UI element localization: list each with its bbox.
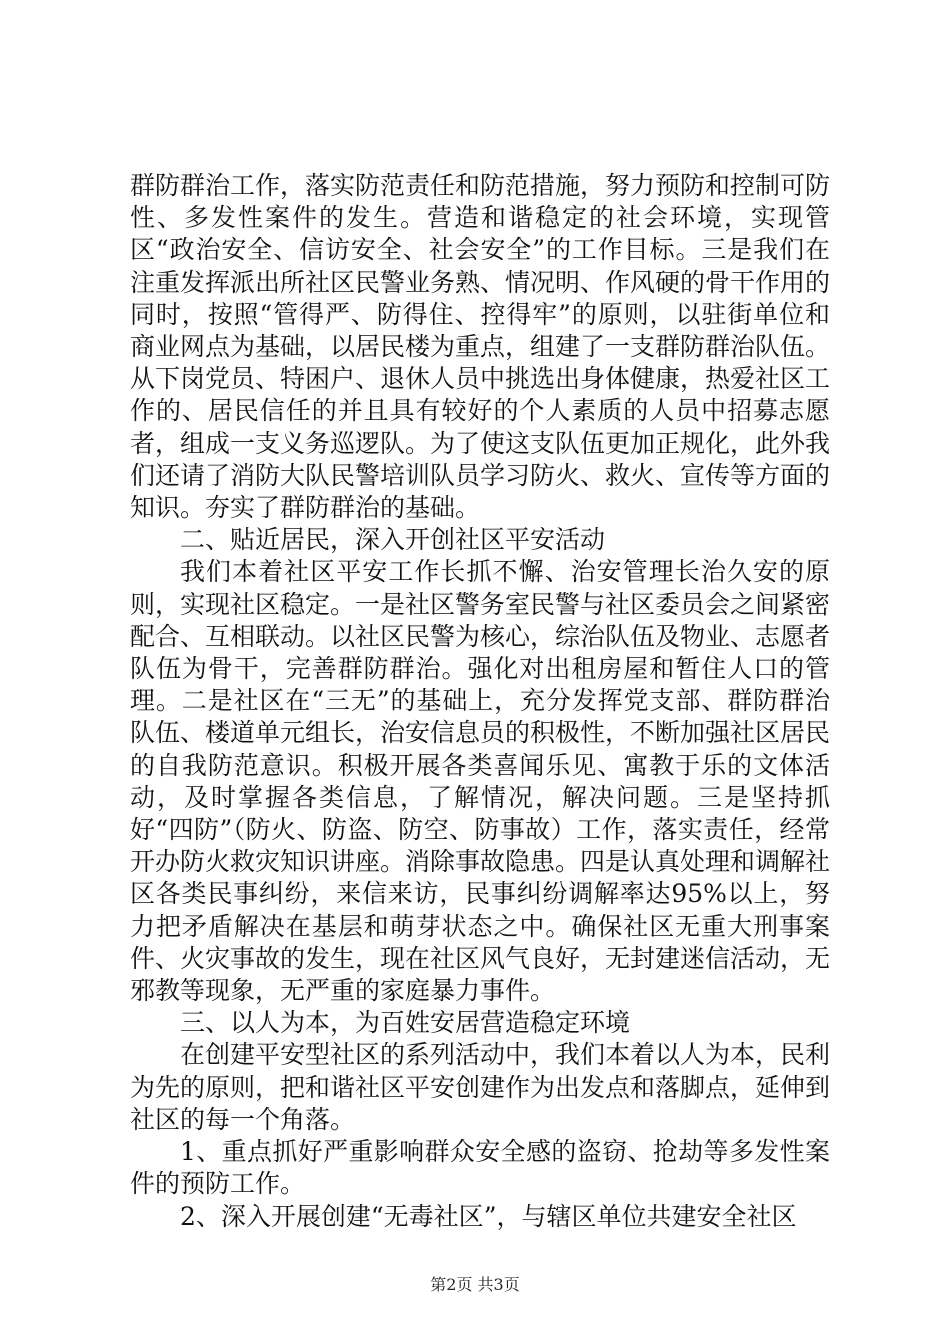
document-body <box>130 170 830 1233</box>
paragraph-3: 在创建平安型社区的系列活动中，我们本着以人为本，民利为先的原则，把和谐社区平安创建作为出发点和落脚点，延伸到社区的每一个角落。 <box>130 1040 831 1134</box>
page-footer: 第2页 共3页 <box>430 1275 520 1294</box>
list-item-1: 1、重点抓好严重影响群众安全感的盗窃、抢劫等多发性案件的预防工作。 <box>130 1137 830 1199</box>
paragraph-2: 我们本着社区平安工作长抓不懈、治安管理长治久安的原则，实现社区稳定。一是社区警务室民警与社区委员会之间紧密配合、互相联动。以社区民警为核心，综治队伍及物业、志愿者队伍为骨干，完善群防群治。强化对出租房屋和暂住人口的管理。二是社区在“三无”的基础上，充分发挥党支部、群防群治队伍、楼道单元组长，治安信息员的积极性，不断加强社区居民的自我防范意识。积极开展各类喜闻乐见、寓教于乐的文体活动，及时掌握各类信息，了解情况，解决问题。三是坚持抓好“四防”（防火、防盗、防空、防事故）工作，落实责任，经常开办防火救灾知识讲座。消除事故隐患。四是认真处理和调解社区各类民事纠纷，来信来访，民事纠纷调解率达95%以上，努力把矛盾解决在基层和萌芽状态之中。确保社区无重大刑事案件、火灾事故的发生，现在社区风气良好，无封建迷信活动，无邪教等现象，无严重的家庭暴力事件。 <box>130 557 831 1006</box>
section-heading-2: 二、贴近居民，深入开创社区平安活动 <box>180 525 606 555</box>
list-item-2: 2、深入开展创建“无毒社区”，与辖区单位共建安全社区 <box>180 1201 797 1231</box>
section-heading-3: 三、以人为本，为百姓安居营造稳定环境 <box>180 1008 631 1038</box>
paragraph-1: 群防群治工作，落实防范责任和防范措施，努力预防和控制可防性、多发性案件的发生。营造和谐稳定的社会环境，实现管区“政治安全、信访安全、社会安全”的工作目标。三是我们在注重发挥派出所社区民警业务熟、情况明、作风硬的骨干作用的同时，按照“管得严、防得住、控得牢”的原则，以驻街单位和商业网点为基础，以居民楼为重点，组建了一支群防群治队伍。从下岗党员、特困户、退休人员中挑选出身体健康，热爱社区工作的、居民信任的并且具有较好的个人素质的人员中招募志愿者，组成一支义务巡逻队。为了使这支队伍更加正规化，此外我们还请了消防大队民警培训队员学习防火、救火、宣传等方面的知识。夯实了群防群治的基础。 <box>130 171 831 523</box>
